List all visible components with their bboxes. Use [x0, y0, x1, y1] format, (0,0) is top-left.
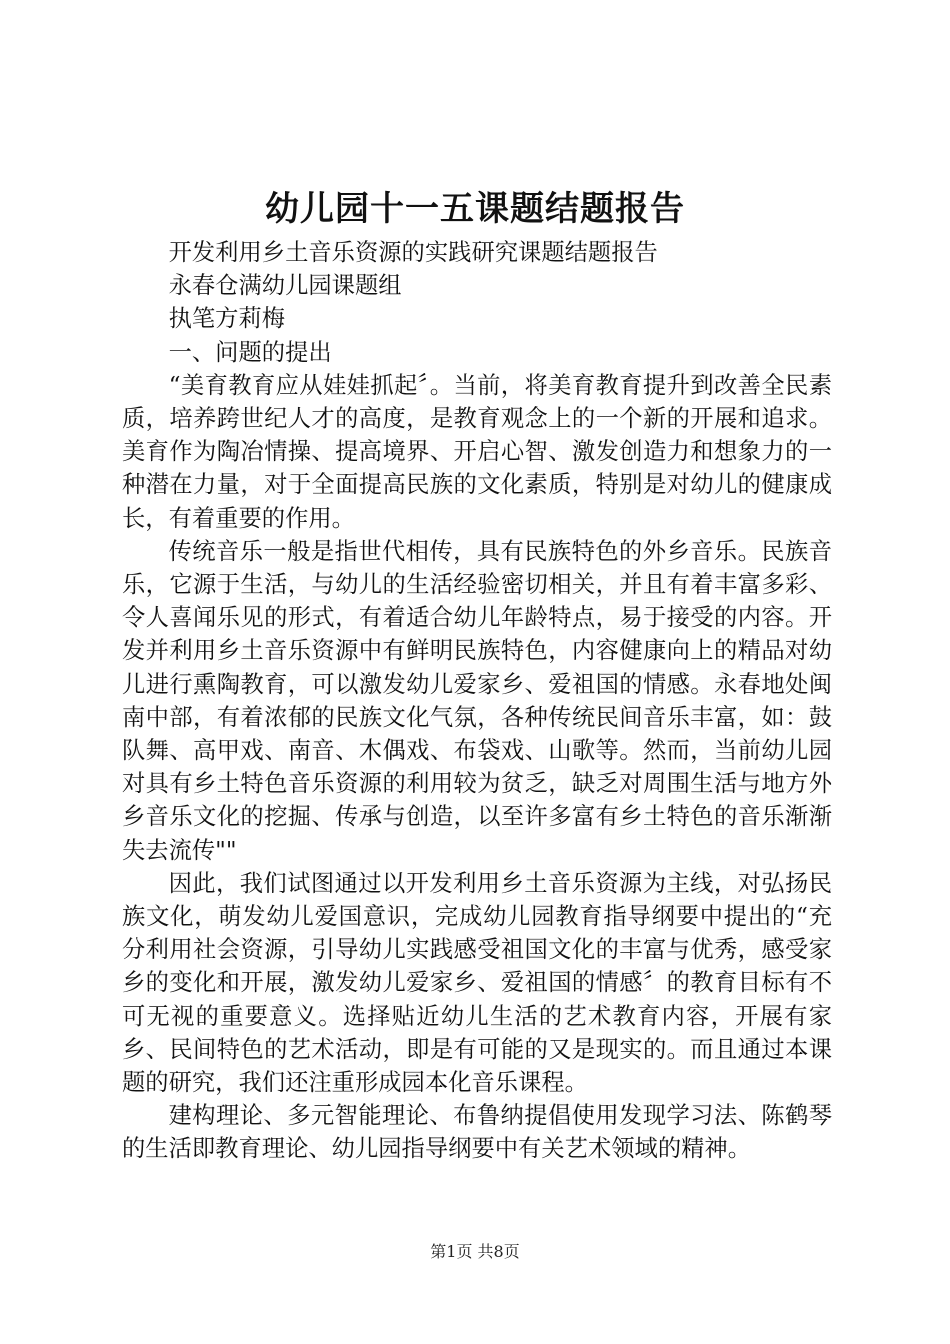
document-body	[122, 236, 832, 1166]
paragraph: 传统音乐一般是指世代相传，具有民族特色的外乡音乐。民族音乐，它源于生活，与幼儿的生活经验密切相关，并且有着丰富多彩、令人喜闻乐见的形式，有着适合幼儿年龄特点，易于接受的内容。开发并利用乡土音乐资源中有鲜明民族特色，内容健康向上的精品对幼儿进行熏陶教育，可以激发幼儿爱家乡、爱祖国的情感。永春地处闽南中部，有着浓郁的民族文化气氛，各种传统民间音乐丰富，如：鼓队舞、高甲戏、南音、木偶戏、布袋戏、山歌等。然而，当前幼儿园对具有乡土特色音乐资源的利用较为贫乏，缺乏对周围生活与地方外乡音乐文化的挖掘、传承与创造，以至许多富有乡土特色的音乐渐渐失去流传""	[122, 537, 832, 864]
research-group: 永春仓满幼儿园课题组	[168, 272, 402, 300]
section-heading: 一、问题的提出	[168, 338, 332, 366]
paragraph: 建构理论、多元智能理论、布鲁纳提倡使用发现学习法、陈鹤琴的生活即教育理论、幼儿园指导纲要中有关艺术领域的精神。	[122, 1102, 832, 1163]
page-number: 第1页 共8页	[430, 1242, 520, 1261]
document-title: 幼儿园十一五课题结题报告	[265, 189, 685, 229]
report-subtitle: 开发利用乡土音乐资源的实践研究课题结题报告	[168, 239, 658, 266]
paragraph: “美育教育应从娃娃抓起〞。当前，将美育教育提升到改善全民素质，培养跨世纪人才的高度，是教育观念上的一个新的开展和追求。美育作为陶冶情操、提高境界、开启心智、激发创造力和想象力的一种潜在力量，对于全面提高民族的文化素质，特别是对幼儿的健康成长，有着重要的作用。	[122, 371, 832, 532]
paragraph: 因此，我们试图通过以开发利用乡土音乐资源为主线，对弘扬民族文化，萌发幼儿爱国意识，完成幼儿园教育指导纲要中提出的“充分利用社会资源，引导幼儿实践感受祖国文化的丰富与优秀，感受家乡的变化和开展，激发幼儿爱家乡、爱祖国的情感〞的教育目标有不可无视的重要意义。选择贴近幼儿生活的艺术教育内容，开展有家乡、民间特色的艺术活动，即是有可能的又是现实的。而且通过本课题的研究，我们还注重形成园本化音乐课程。	[122, 869, 832, 1097]
author-line: 执笔方莉梅	[168, 305, 286, 333]
